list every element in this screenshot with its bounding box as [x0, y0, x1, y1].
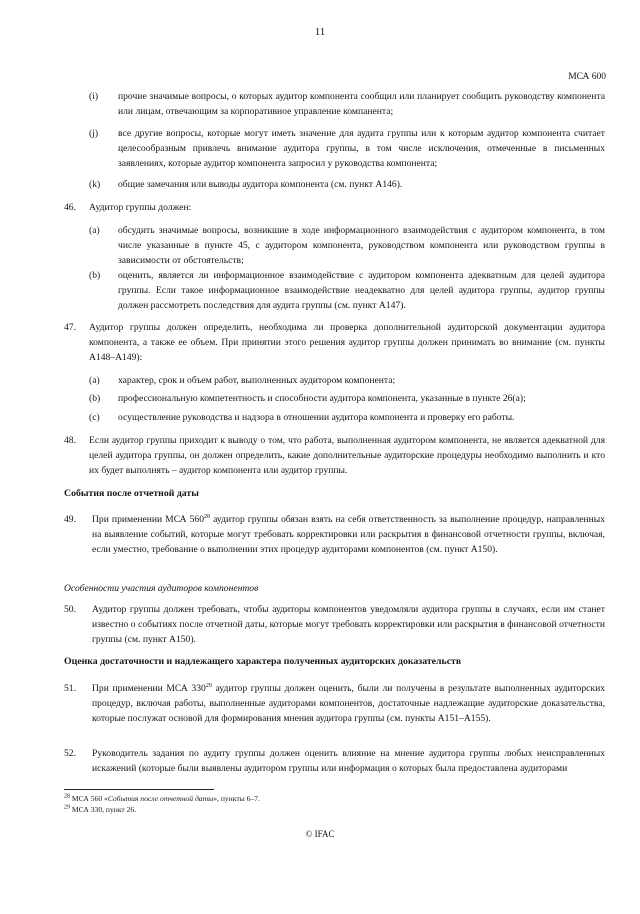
paragraph-52-number: 52.	[64, 748, 76, 759]
subheading-component-auditors: Особенности участия аудиторов компонентов	[64, 583, 259, 594]
paragraph-47a-text: характер, срок и объем работ, выполненных аудитором компонента;	[118, 375, 396, 386]
item-i-text: прочие значимые вопросы, о которых аудитор компонента сообщил или планирует сообщить руководству компонента или лицам, отвечающим за корпоративное управление компанента;	[118, 91, 605, 118]
paragraph-49-text: При применении МСА $560^{28}$ аудитор группы обязан взять на себя ответственность за выполнение процедур, направленных на выявление событий, которые могут требовать корректировки или раскрытия в финансовой отчетности группы, включая, если уместно, требование о выполнении этих процедур аудиторами компонентов (см. пункт А150).	[92, 513, 605, 556]
paragraph-47c-text: осуществление руководства и надзора в отношении аудитора компонента и проверку его работы.	[118, 412, 515, 423]
paragraph-46b-text: оценить, является ли информационное взаимодействие с аудитором компонента адекватным для целей аудитора группы. Если такое информационное взаимодействие неадекватно для целей аудитора группы, аудитор группы должен рассмотреть последствия для аудита группы (см. пункт А147).	[118, 270, 605, 312]
section-heading-evaluation: Оценка достаточности и надлежащего характера полученных аудиторских доказательств	[64, 656, 462, 667]
item-j-text: все другие вопросы, которые могут иметь значение для аудита группы или к которым аудитор компонента считает целесообразным привлечь внимание аудитора группы, в том числе исключения, отмеченные в письменных заявлениях, которые аудитор компонента запросил у руководства компонента;	[118, 128, 605, 170]
section-heading-events: События после отчетной даты	[64, 488, 199, 499]
paragraph-52-text: Руководитель задания по аудиту группы должен оценить влияние на мнение аудитора группы любых неисправленных искажений (которые были выявлены аудитором группы или информация о которых была предоставлена аудиторами	[92, 748, 605, 775]
paragraph-46b-label: (b)	[89, 270, 101, 281]
paragraph-51-text: При применении МСА $330^{29}$ аудитор группы должен оценить, были ли получены в результате выполненных аудиторских процедур, включая работы, выполненные аудиторами компонентов, достаточные надлежащие аудиторские доказательства, которые послужат основой для формирования мнения аудитора группы (см. пункты А151–А155).	[92, 682, 605, 725]
paragraph-46-text: Аудитор группы должен:	[89, 202, 192, 213]
paragraph-46a-text: обсудить значимые вопросы, возникшие в ходе информационного взаимодействия с аудитором компонента, в том числе указанные в пункте 45, с аудитором компонента, руководством компонента или руководством группы в зависимости от обстоятельств;	[118, 225, 605, 267]
paragraph-48-text: Если аудитор группы приходит к выводу о том, что работа, выполненная аудитором компонента, не является адекватной для целей аудитора группы, он должен определить, какие дополнительные аудиторские процедуры необходимо выполнить и кто их будет выполнять – аудитор компонента или аудитор группы.	[89, 435, 605, 477]
footnote-ref-28: 28	[204, 513, 211, 520]
paragraph-50-text: Аудитор группы должен требовать, чтобы аудиторы компонентов уведомляли аудитора группы в случаях, если им станет известно о событиях после отчетной даты, которые могут требовать корректировки или раскрытия в финансовой отчетности группы (см. пункт А150).	[92, 604, 605, 646]
footnote-divider	[64, 789, 214, 790]
standard-label: МСА 600	[568, 72, 606, 82]
footnote-ref-29: 29	[205, 682, 212, 689]
item-j-label: (j)	[89, 128, 99, 139]
paragraph-47-number: 47.	[64, 322, 76, 333]
paragraph-48-number: 48.	[64, 435, 76, 446]
paragraph-46a-label: (a)	[89, 225, 100, 236]
page-footer: © IFAC	[305, 829, 335, 839]
item-k-text: общие замечания или выводы аудитора компонента (см. пункт А146).	[118, 179, 403, 190]
item-i-label: (i)	[89, 91, 99, 102]
footnote-28: $^{28}$ МСА 560 «События после отчетной даты», пункты 6–7.	[64, 793, 260, 803]
paragraph-50-number: 50.	[64, 604, 76, 615]
paragraph-46-number: 46.	[64, 202, 76, 213]
item-k-label: (k)	[89, 179, 101, 190]
paragraph-49-number: 49.	[64, 514, 76, 525]
paragraph-47c-label: (c)	[89, 412, 100, 423]
paragraph-47a-label: (a)	[89, 375, 100, 386]
footnote-29: $^{29}$ МСА 330, пункт 26.	[64, 804, 137, 814]
page-number: 11	[314, 26, 326, 38]
paragraph-47b-label: (b)	[89, 393, 101, 404]
paragraph-51-number: 51.	[64, 683, 76, 694]
paragraph-47b-text: профессиональную компетентность и способности аудитора компонента, указанные в пункте 26(а);	[118, 393, 526, 404]
paragraph-47-text: Аудитор группы должен определить, необходима ли проверка дополнительной аудиторской документации аудитора компонента, а также ее объем. При принятии этого решения аудитор группы должен принимать во внимание (см. пункты А148–А149):	[89, 322, 605, 364]
